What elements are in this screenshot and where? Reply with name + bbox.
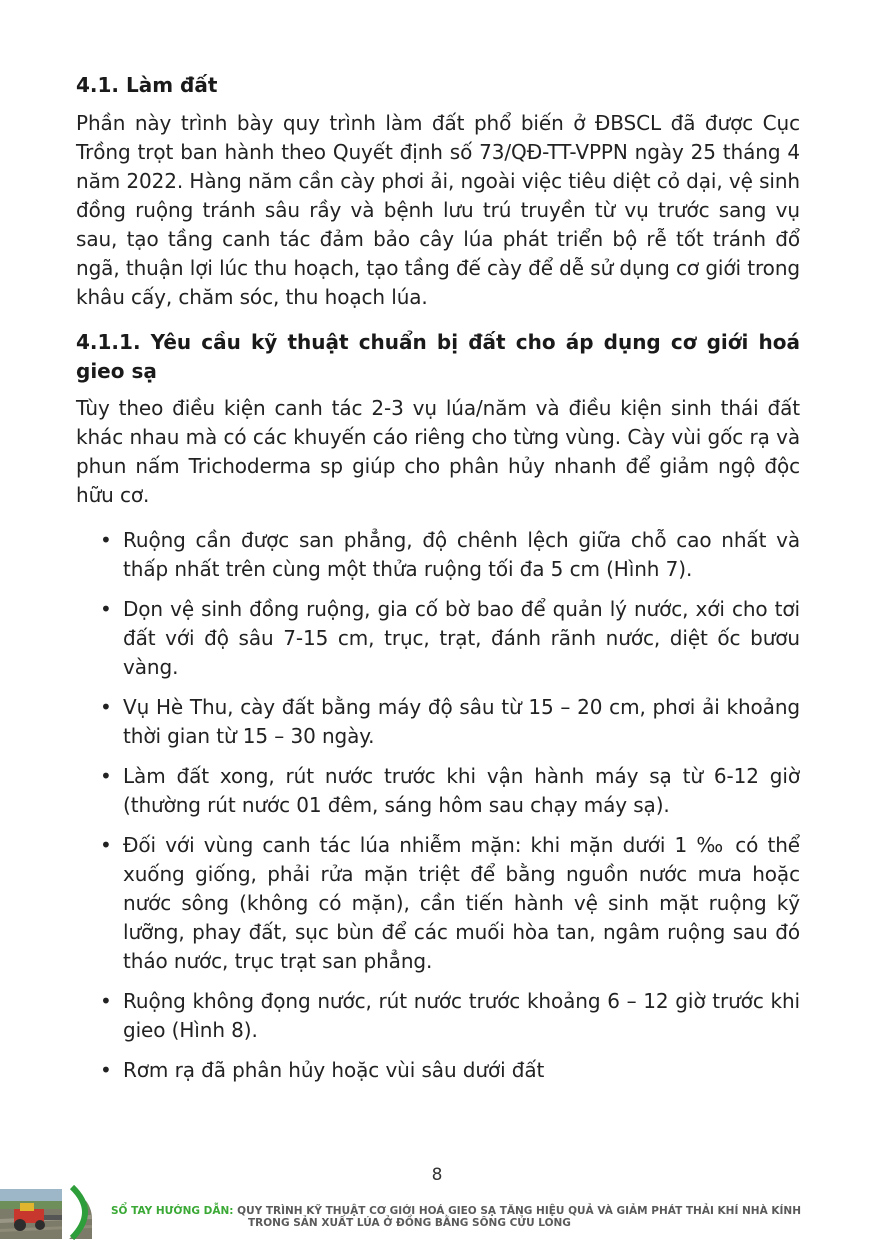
- list-item: [76, 762, 800, 820]
- list-item-text: Vụ Hè Thu, cày đất bằng máy độ sâu từ 15 – 20 cm, phơi ải khoảng thời gian từ 15 – 30 ngày.: [123, 695, 800, 748]
- bullet-icon: •: [100, 764, 112, 788]
- page-number: 8: [431, 1165, 443, 1185]
- footer-line-1: [111, 1205, 831, 1217]
- page-content: [76, 70, 800, 1096]
- list-item-text: Ruộng không đọng nước, rút nước trước khoảng 6 – 12 giờ trước khi gieo (Hình 8).: [123, 989, 800, 1042]
- list-item: [76, 526, 800, 584]
- footer-title-line-2: TRONG SẢN XUẤT LÚA Ở ĐỒNG BẰNG SÔNG CỬU LONG: [248, 1217, 571, 1229]
- subsection-heading: 4.1.1. Yêu cầu kỹ thuật chuẩn bị đất cho áp dụng cơ giới hoá gieo sạ: [76, 330, 800, 383]
- list-item: [76, 831, 800, 976]
- list-item-text: Rơm rạ đã phân hủy hoặc vùi sâu dưới đất: [123, 1058, 545, 1082]
- requirements-list: [76, 526, 800, 1085]
- list-item: [76, 1056, 800, 1085]
- bullet-icon: •: [100, 989, 112, 1013]
- bullet-icon: •: [100, 1058, 112, 1082]
- list-item-text: Dọn vệ sinh đồng ruộng, gia cố bờ bao để quản lý nước, xới cho tơi đất với độ sâu 7-15 cm, trục, trạt, đánh rãnh nước, diệt ốc bươu vàng.: [123, 597, 800, 679]
- section-heading: 4.1. Làm đất: [76, 73, 218, 97]
- list-item: [76, 987, 800, 1045]
- bullet-icon: •: [100, 597, 112, 621]
- subsection-paragraph: Tùy theo điều kiện canh tác 2-3 vụ lúa/năm và điều kiện sinh thái đất khác nhau mà có các khuyến cáo riêng cho từng vùng. Cày vùi gốc rạ và phun nấm Trichoderma sp giúp cho phân hủy nhanh để giảm ngộ độc hữu cơ.: [76, 396, 800, 507]
- section-paragraph: Phần này trình bày quy trình làm đất phổ biến ở ĐBSCL đã được Cục Trồng trọt ban hành theo Quyết định số 73/QĐ-TT-VPPN ngày 25 tháng 4 năm 2022. Hàng năm cần cày phơi ải, ngoài việc tiêu diệt cỏ dại, vệ sinh đồng ruộng tránh sâu rầy và bệnh lưu trú truyền từ vụ trước sang vụ sau, tạo tầng canh tác đảm bảo cây lúa phát triển bộ rễ tốt tránh đổ ngã, thuận lợi lúc thu hoạch, tạo tầng đế cày để dễ sử dụng cơ giới trong khâu cấy, chăm sóc, thu hoạch lúa.: [76, 111, 800, 309]
- footer-title-line-1: QUY TRÌNH KỸ THUẬT CƠ GIỚI HOÁ GIEO SẠ TĂNG HIỆU QUẢ VÀ GIẢM PHÁT THẢI KHÍ NHÀ KÍNH: [237, 1205, 801, 1217]
- footer-accent-arc: [62, 1185, 102, 1240]
- footer-title: [111, 1205, 831, 1229]
- list-item-text: Làm đất xong, rút nước trước khi vận hành máy sạ từ 6-12 giờ (thường rút nước 01 đêm, sáng hôm sau chạy máy sạ).: [123, 764, 800, 817]
- list-item-text: Ruộng cần được san phẳng, độ chênh lệch giữa chỗ cao nhất và thấp nhất trên cùng một thửa ruộng tối đa 5 cm (Hình 7).: [123, 528, 800, 581]
- bullet-icon: •: [100, 833, 112, 857]
- footer-label: SỔ TAY HƯỚNG DẪN:: [111, 1205, 234, 1217]
- bullet-icon: •: [100, 695, 112, 719]
- page-footer: [0, 1185, 874, 1240]
- list-item-text: Đối với vùng canh tác lúa nhiễm mặn: khi mặn dưới 1 ‰ có thể xuống giống, phải rửa mặn triệt để bằng nguồn nước mưa hoặc nước sông (không có mặn), cần tiến hành vệ sinh mặt ruộng kỹ lưỡng, phay đất, sục bùn để các muối hòa tan, ngâm ruộng sau đó tháo nước, trục trạt san phẳng.: [123, 833, 800, 973]
- bullet-icon: •: [100, 528, 112, 552]
- list-item: [76, 595, 800, 682]
- list-item: [76, 693, 800, 751]
